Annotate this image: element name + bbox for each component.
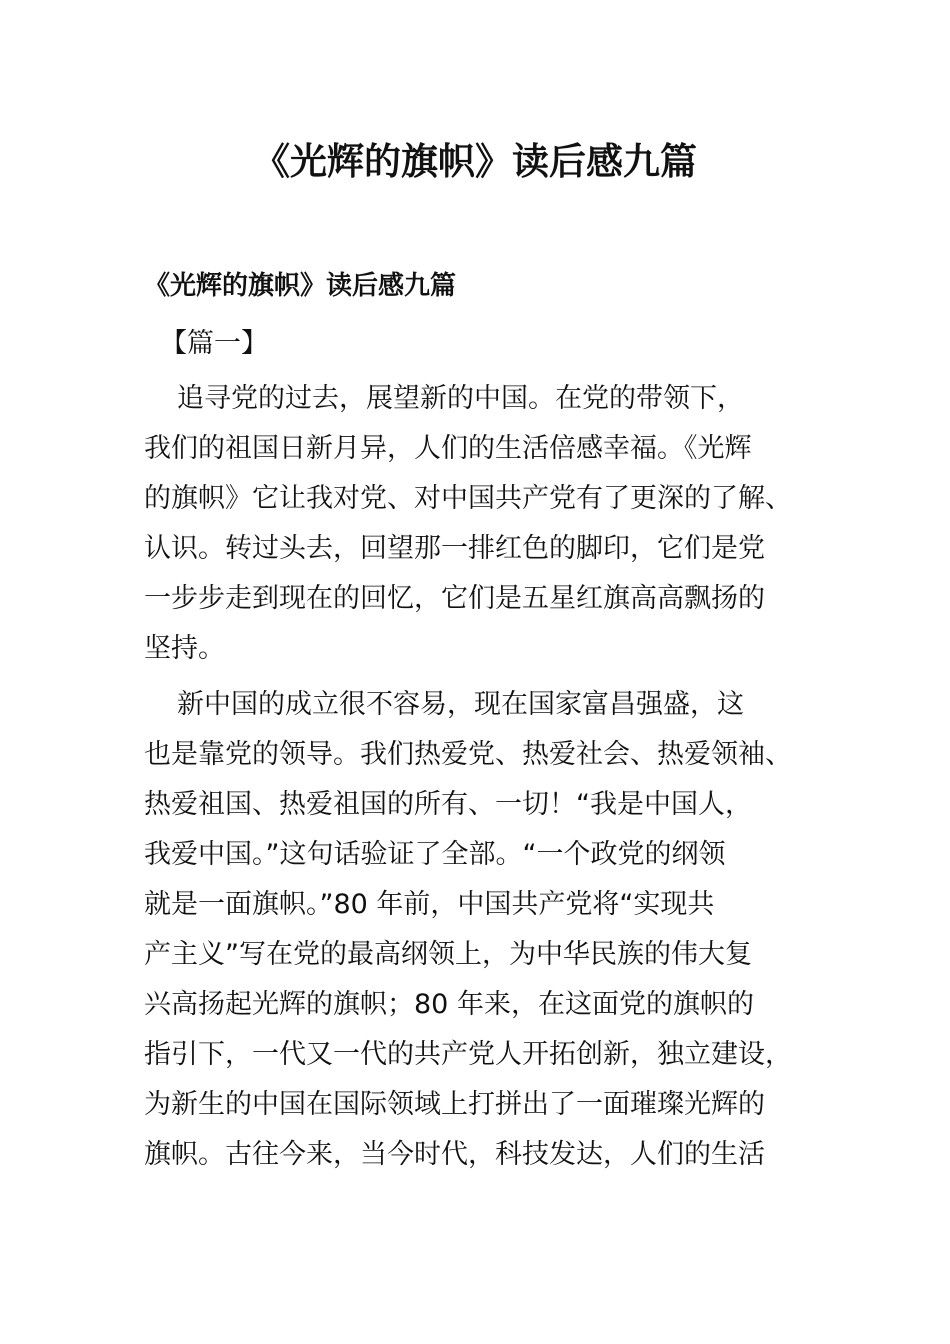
paragraph-line: 热爱祖国、热爱祖国的所有、一切！“我是中国人， <box>144 789 752 820</box>
paragraph-line: 产主义”写在党的最高纲领上，为中华民族的伟大复 <box>144 939 752 970</box>
paragraph-line: 的旗帜》它让我对党、对中国共产党有了更深的了解、 <box>144 483 792 514</box>
paragraph-line: 旗帜。古往今来，当今时代，科技发达，人们的生活 <box>144 1139 765 1170</box>
paragraph-line: 也是靠党的领导。我们热爱党、热爱社会、热爱领袖、 <box>144 739 792 770</box>
document-title: 《光辉的旗帜》读后感九篇 <box>253 140 697 183</box>
paragraph-line: 兴高扬起光辉的旗帜；80 年来，在这面党的旗帜的 <box>144 989 754 1020</box>
paragraph-line: 我爱中国。”这句话验证了全部。“一个政党的纲领 <box>144 839 726 870</box>
paragraph-line: 坚持。 <box>144 633 225 664</box>
paragraph-line: 就是一面旗帜。”80 年前，中国共产党将“实现共 <box>144 889 715 920</box>
paragraph-2 <box>144 680 792 1180</box>
paragraph-1 <box>144 374 792 674</box>
paragraph-line: 我们的祖国日新月异，人们的生活倍感幸福。《光辉 <box>144 433 752 464</box>
paragraph-line: 追寻党的过去，展望新的中国。在党的带领下， <box>177 383 744 414</box>
paragraph-line: 一步步走到现在的回忆，它们是五星红旗高高飘扬的 <box>144 583 765 614</box>
paragraph-line: 为新生的中国在国际领域上打拼出了一面璀璨光辉的 <box>144 1089 765 1120</box>
paragraph-line: 新中国的成立很不容易，现在国家富昌强盛，这 <box>177 689 744 720</box>
section-label: 【篇一】 <box>160 328 268 359</box>
paragraph-line: 认识。转过头去，回望那一排红色的脚印，它们是党 <box>144 533 765 564</box>
paragraph-line: 指引下，一代又一代的共产党人开拓创新，独立建设， <box>144 1039 792 1070</box>
article-subtitle: 《光辉的旗帜》读后感九篇 <box>144 271 457 301</box>
